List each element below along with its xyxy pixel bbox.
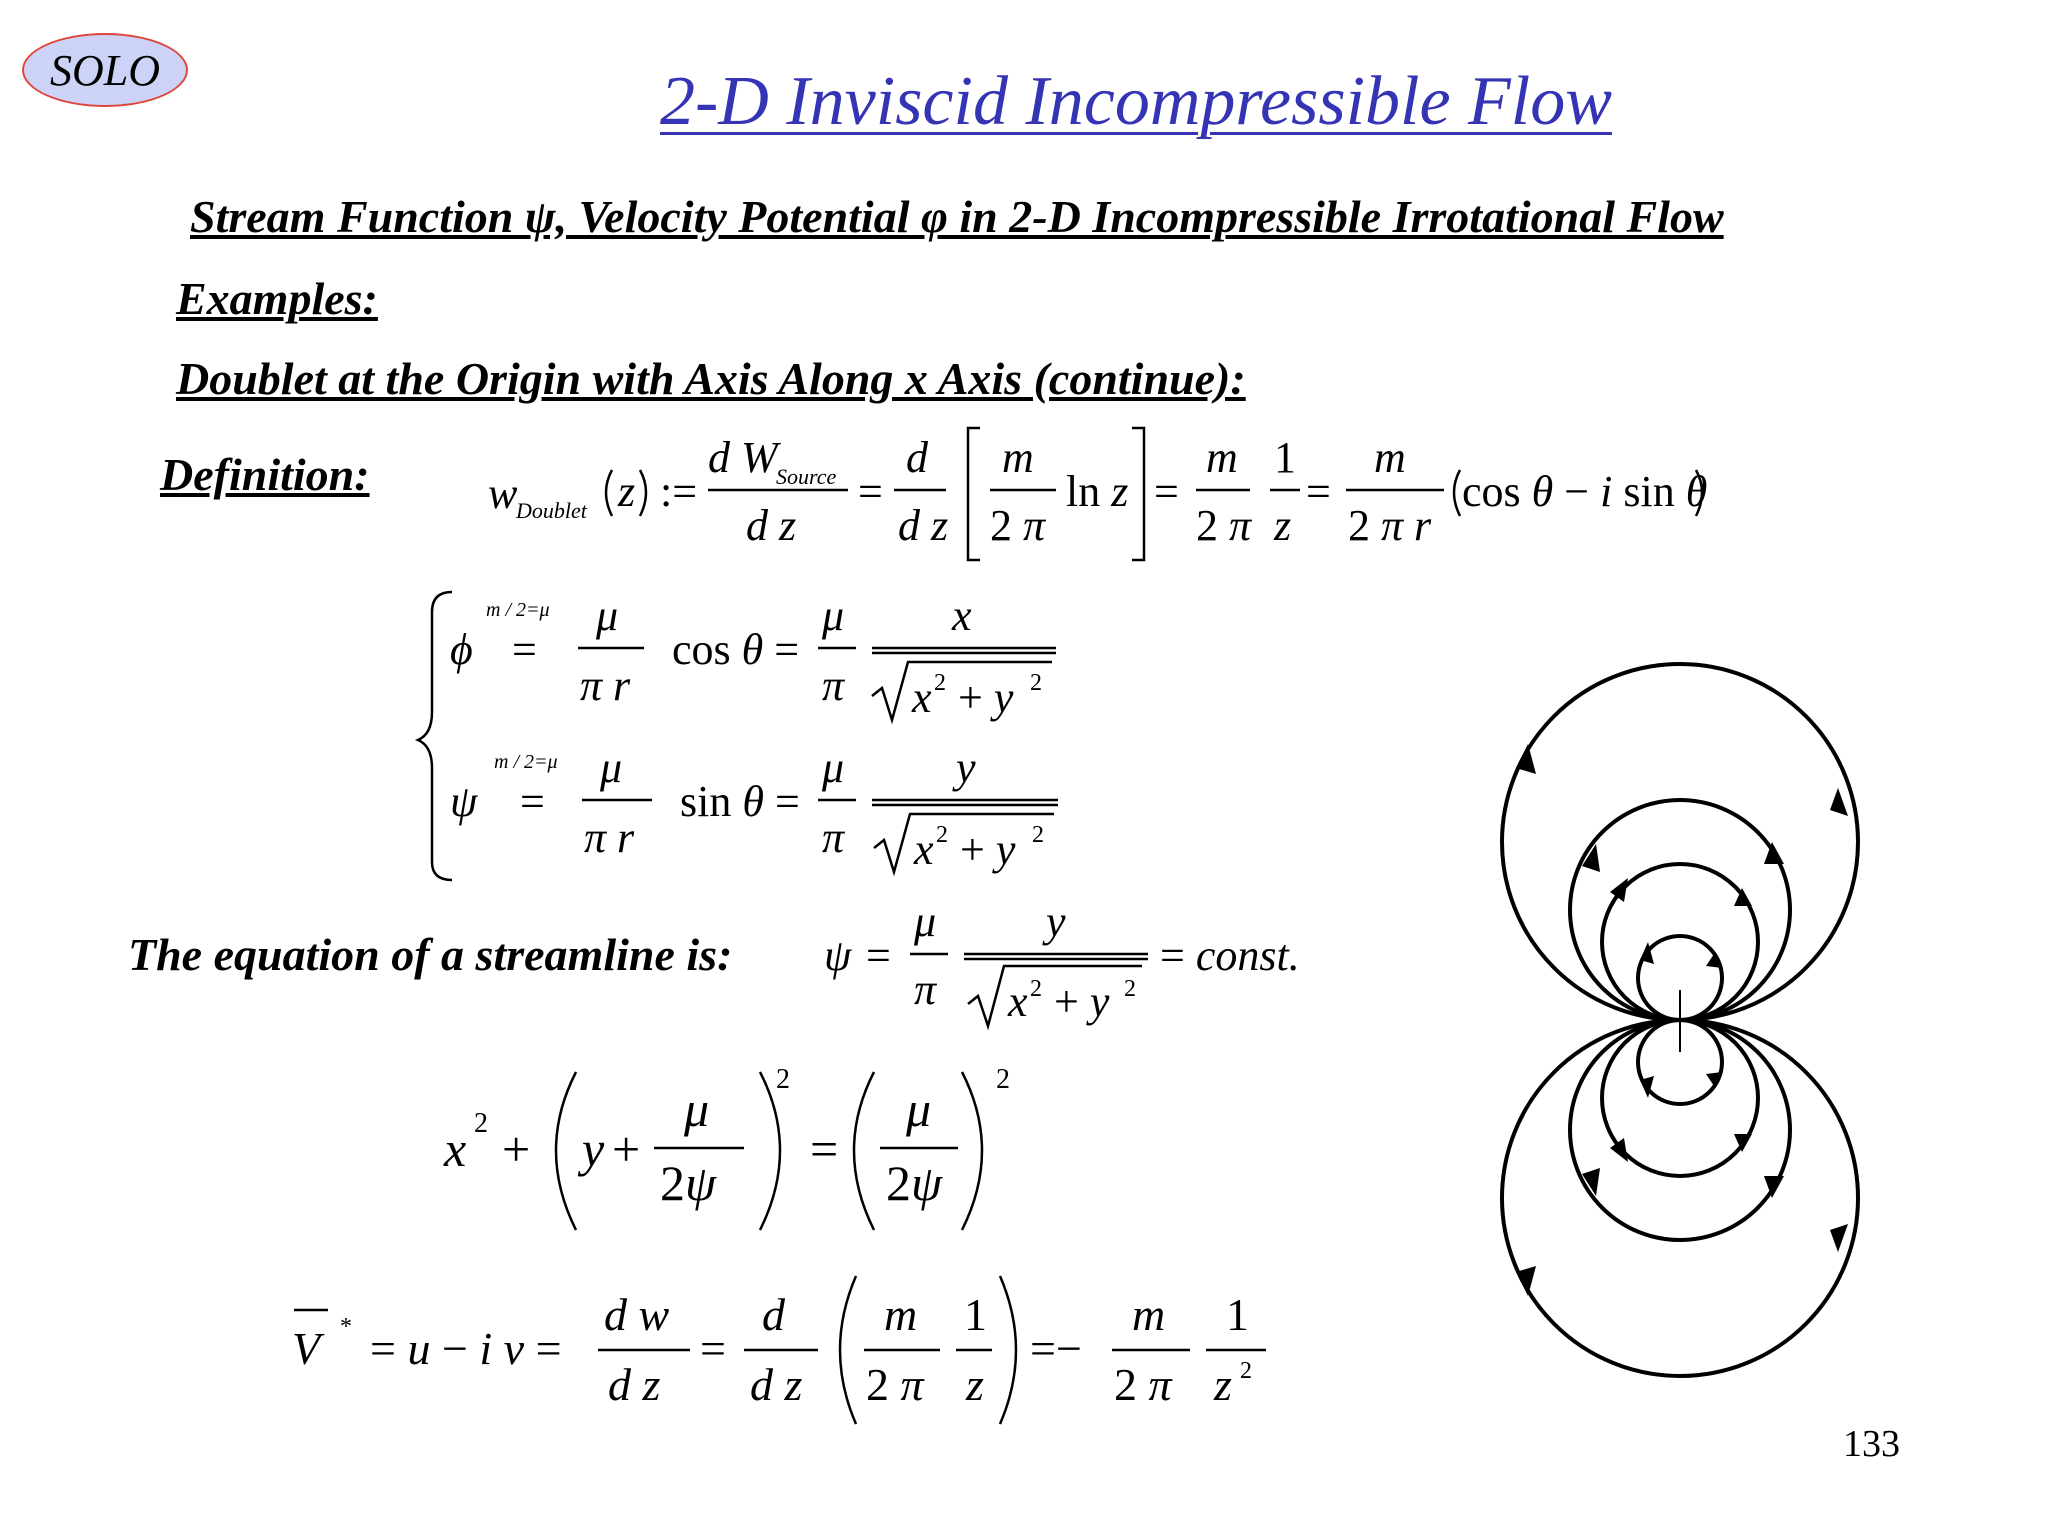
svg-text:1: 1 bbox=[1274, 433, 1296, 482]
streamline-label: The equation of a streamline is: bbox=[128, 929, 733, 980]
slide-subtitle: Stream Function ψ, Velocity Potential φ in 2-D Incompressible Irrotational Flow bbox=[190, 191, 1724, 242]
svg-text:y: y bbox=[582, 1121, 605, 1177]
svg-text:m: m bbox=[1374, 433, 1406, 482]
svg-text:x: x bbox=[914, 825, 934, 874]
svg-text:=: = bbox=[512, 625, 537, 674]
svg-text:μ: μ bbox=[684, 1081, 710, 1137]
svg-text:2 π: 2 π bbox=[1196, 501, 1252, 550]
svg-text::=: := bbox=[660, 467, 698, 516]
svg-text:m: m bbox=[1002, 433, 1034, 482]
svg-text:=: = bbox=[1306, 467, 1331, 516]
svg-text:V: V bbox=[292, 1323, 321, 1374]
svg-text:d W: d W bbox=[708, 433, 778, 482]
svg-text:m / 2=μ: m / 2=μ bbox=[486, 599, 550, 621]
svg-text:ϕ: ϕ bbox=[450, 625, 473, 674]
svg-text:cos θ =: cos θ = bbox=[672, 625, 800, 674]
svg-text:2: 2 bbox=[474, 1108, 488, 1139]
svg-text:+ y: + y bbox=[960, 825, 1016, 874]
svg-text:m: m bbox=[1132, 1289, 1166, 1340]
svg-text:=: = bbox=[520, 777, 545, 826]
svg-text:2: 2 bbox=[1240, 1358, 1252, 1384]
doublet-heading: Doublet at the Origin with Axis Along x Axis (continue): bbox=[176, 353, 1246, 404]
svg-text:μ: μ bbox=[600, 743, 623, 792]
svg-text:d z: d z bbox=[746, 501, 797, 550]
logo-text: SOLO bbox=[49, 45, 161, 95]
svg-text:2: 2 bbox=[1032, 822, 1044, 848]
svg-text:2ψ: 2ψ bbox=[660, 1155, 717, 1211]
svg-text:m: m bbox=[1206, 433, 1238, 482]
svg-text:=: = bbox=[700, 1323, 726, 1374]
svg-text:π: π bbox=[914, 965, 937, 1014]
svg-text:=: = bbox=[858, 467, 883, 516]
svg-text:π r: π r bbox=[584, 813, 635, 862]
svg-text:w: w bbox=[488, 469, 518, 518]
svg-text:2: 2 bbox=[996, 1064, 1010, 1095]
svg-text:+ y: + y bbox=[1054, 977, 1110, 1026]
svg-text:μ: μ bbox=[906, 1081, 932, 1137]
examples-heading: Examples: bbox=[176, 273, 378, 324]
svg-text:μ: μ bbox=[822, 743, 845, 792]
svg-text:ln z: ln z bbox=[1066, 467, 1129, 516]
svg-text:+ y: + y bbox=[958, 673, 1014, 722]
svg-text:1: 1 bbox=[1226, 1289, 1249, 1340]
svg-text:2: 2 bbox=[936, 822, 948, 848]
svg-text:d: d bbox=[906, 433, 928, 482]
svg-text:x: x bbox=[444, 1121, 467, 1177]
svg-text:d: d bbox=[762, 1289, 785, 1340]
doublet-streamlines-diagram bbox=[1470, 660, 1890, 1400]
svg-text:π: π bbox=[822, 661, 845, 710]
svg-text:z: z bbox=[618, 467, 636, 516]
svg-text:=: = bbox=[1154, 467, 1179, 516]
svg-text:y: y bbox=[1046, 897, 1066, 946]
svg-text:ψ: ψ bbox=[824, 931, 852, 980]
svg-text:= u − i v =: = u − i v = bbox=[370, 1323, 562, 1374]
svg-text:d z: d z bbox=[750, 1359, 803, 1410]
svg-text:2 π: 2 π bbox=[990, 501, 1046, 550]
svg-text:=: = bbox=[866, 931, 891, 980]
definition-label: Definition: bbox=[160, 449, 370, 500]
svg-text:m: m bbox=[884, 1289, 918, 1340]
svg-text:ψ: ψ bbox=[450, 777, 478, 826]
svg-text:= const.: = const. bbox=[1160, 931, 1300, 980]
svg-text:μ: μ bbox=[822, 591, 845, 640]
svg-text:π: π bbox=[822, 813, 845, 862]
svg-text:π r: π r bbox=[580, 661, 631, 710]
svg-text:2: 2 bbox=[776, 1064, 790, 1095]
svg-text:2: 2 bbox=[934, 670, 946, 696]
svg-text:μ: μ bbox=[914, 897, 937, 946]
svg-text:sin θ =: sin θ = bbox=[680, 777, 800, 826]
svg-text:Source: Source bbox=[776, 464, 837, 489]
svg-text:Doublet: Doublet bbox=[516, 498, 587, 523]
svg-text:=: = bbox=[810, 1121, 839, 1177]
slide-title: 2-D Inviscid Incompressible Flow bbox=[660, 63, 1612, 140]
svg-text:z: z bbox=[1214, 1359, 1232, 1410]
svg-text:d z: d z bbox=[898, 501, 949, 550]
svg-text:2: 2 bbox=[1124, 976, 1136, 1002]
svg-text:x: x bbox=[1008, 977, 1028, 1026]
svg-text:y: y bbox=[956, 743, 976, 792]
svg-text:m / 2=μ: m / 2=μ bbox=[494, 751, 558, 773]
svg-text:+: + bbox=[502, 1121, 531, 1177]
svg-text:x: x bbox=[912, 673, 932, 722]
svg-text:d z: d z bbox=[608, 1359, 661, 1410]
svg-text:z: z bbox=[966, 1359, 984, 1410]
svg-text:2: 2 bbox=[1030, 976, 1042, 1002]
svg-text:+: + bbox=[612, 1121, 641, 1177]
svg-text:2: 2 bbox=[1030, 670, 1042, 696]
page-number: 133 bbox=[1843, 1423, 1900, 1465]
svg-text:2 π: 2 π bbox=[866, 1359, 924, 1410]
svg-text:=−: =− bbox=[1030, 1323, 1082, 1374]
svg-text:z: z bbox=[1274, 501, 1292, 550]
svg-text:2 π: 2 π bbox=[1114, 1359, 1172, 1410]
svg-text:d w: d w bbox=[604, 1289, 670, 1340]
svg-text:1: 1 bbox=[964, 1289, 987, 1340]
svg-text:2 π r: 2 π r bbox=[1348, 501, 1432, 550]
svg-text:μ: μ bbox=[596, 591, 619, 640]
svg-text:cos θ − i sin θ: cos θ − i sin θ bbox=[1462, 467, 1708, 516]
svg-text:x: x bbox=[952, 591, 972, 640]
svg-text:2ψ: 2ψ bbox=[886, 1155, 943, 1211]
svg-text:*: * bbox=[340, 1314, 352, 1340]
